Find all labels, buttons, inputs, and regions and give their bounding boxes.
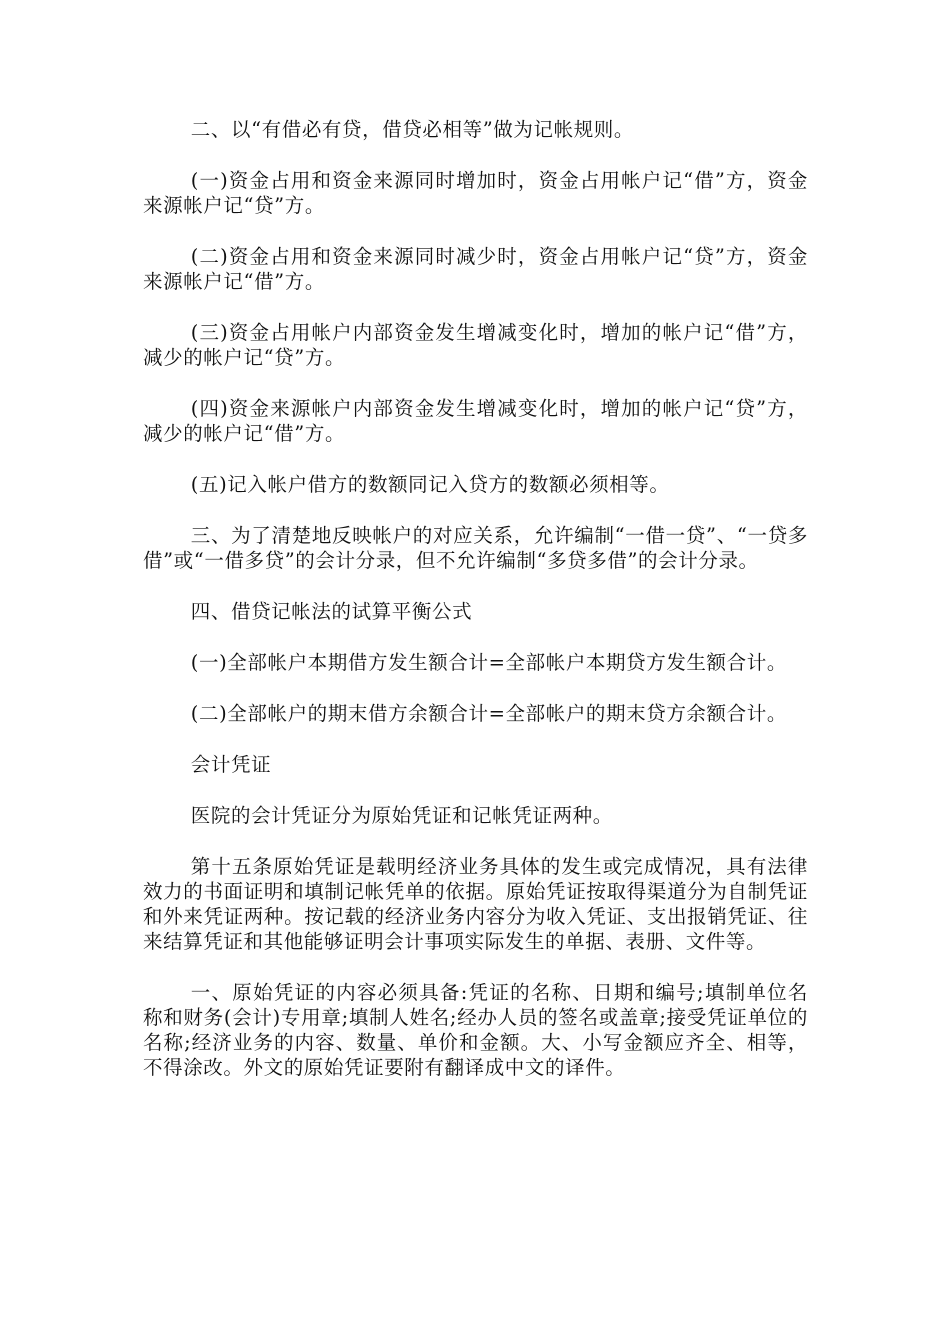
paragraph-rule-1: (一)资金占用和资金来源同时增加时，资金占用帐户记“借”方，资金来源帐户记“贷”方。 <box>143 169 808 217</box>
paragraph-rule-heading: 二、以“有借必有贷，借贷必相等”做为记帐规则。 <box>190 118 635 141</box>
paragraph-rule-2: (二)资金占用和资金来源同时减少时，资金占用帐户记“贷”方，资金来源帐户记“借”方。 <box>143 245 808 293</box>
paragraph-rule-3: (三)资金占用帐户内部资金发生增减变化时，增加的帐户记“借”方，减少的帐户记“贷”方。 <box>143 321 808 369</box>
section-title-vouchers: 会计凭证 <box>190 753 272 776</box>
paragraph-voucher-types: 医院的会计凭证分为原始凭证和记帐凭证两种。 <box>190 804 613 827</box>
paragraph-rule-5: (五)记入帐户借方的数额同记入贷方的数额必须相等。 <box>190 473 670 496</box>
paragraph-rule-4: (四)资金来源帐户内部资金发生增减变化时，增加的帐户记“贷”方，减少的帐户记“借”方。 <box>143 397 808 445</box>
document-page <box>143 117 808 1106</box>
paragraph-balance-2: (二)全部帐户的期末借方余额合计=全部帐户的期末贷方余额合计。 <box>190 702 787 725</box>
paragraph-entry-types: 三、为了清楚地反映帐户的对应关系，允许编制“一借一贷”、“一贷多借”或“一借多贷”的会计分录，但不允许编制“多贷多借”的会计分录。 <box>143 524 808 572</box>
paragraph-article-15: 第十五条原始凭证是载明经济业务具体的发生或完成情况，具有法律效力的书面证明和填制记帐凭单的依据。原始凭证按取得渠道分为自制凭证和外来凭证两种。按记载的经济业务内容分为收入凭证、支出报销凭证、往来结算凭证和其他能够证明会计事项实际发生的单据、表册、文件等。 <box>143 855 808 953</box>
paragraph-voucher-contents: 一、原始凭证的内容必须具备:凭证的名称、日期和编号;填制单位名称和财务(会计)专用章;填制人姓名;经办人员的签名或盖章;接受凭证单位的名称;经济业务的内容、数量、单价和金额。大、小写金额应齐全、相等，不得涂改。外文的原始凭证要附有翻译成中文的译件。 <box>143 981 808 1079</box>
paragraph-balance-1: (一)全部帐户本期借方发生额合计=全部帐户本期贷方发生额合计。 <box>190 651 787 674</box>
paragraph-balance-heading: 四、借贷记帐法的试算平衡公式 <box>190 600 473 623</box>
